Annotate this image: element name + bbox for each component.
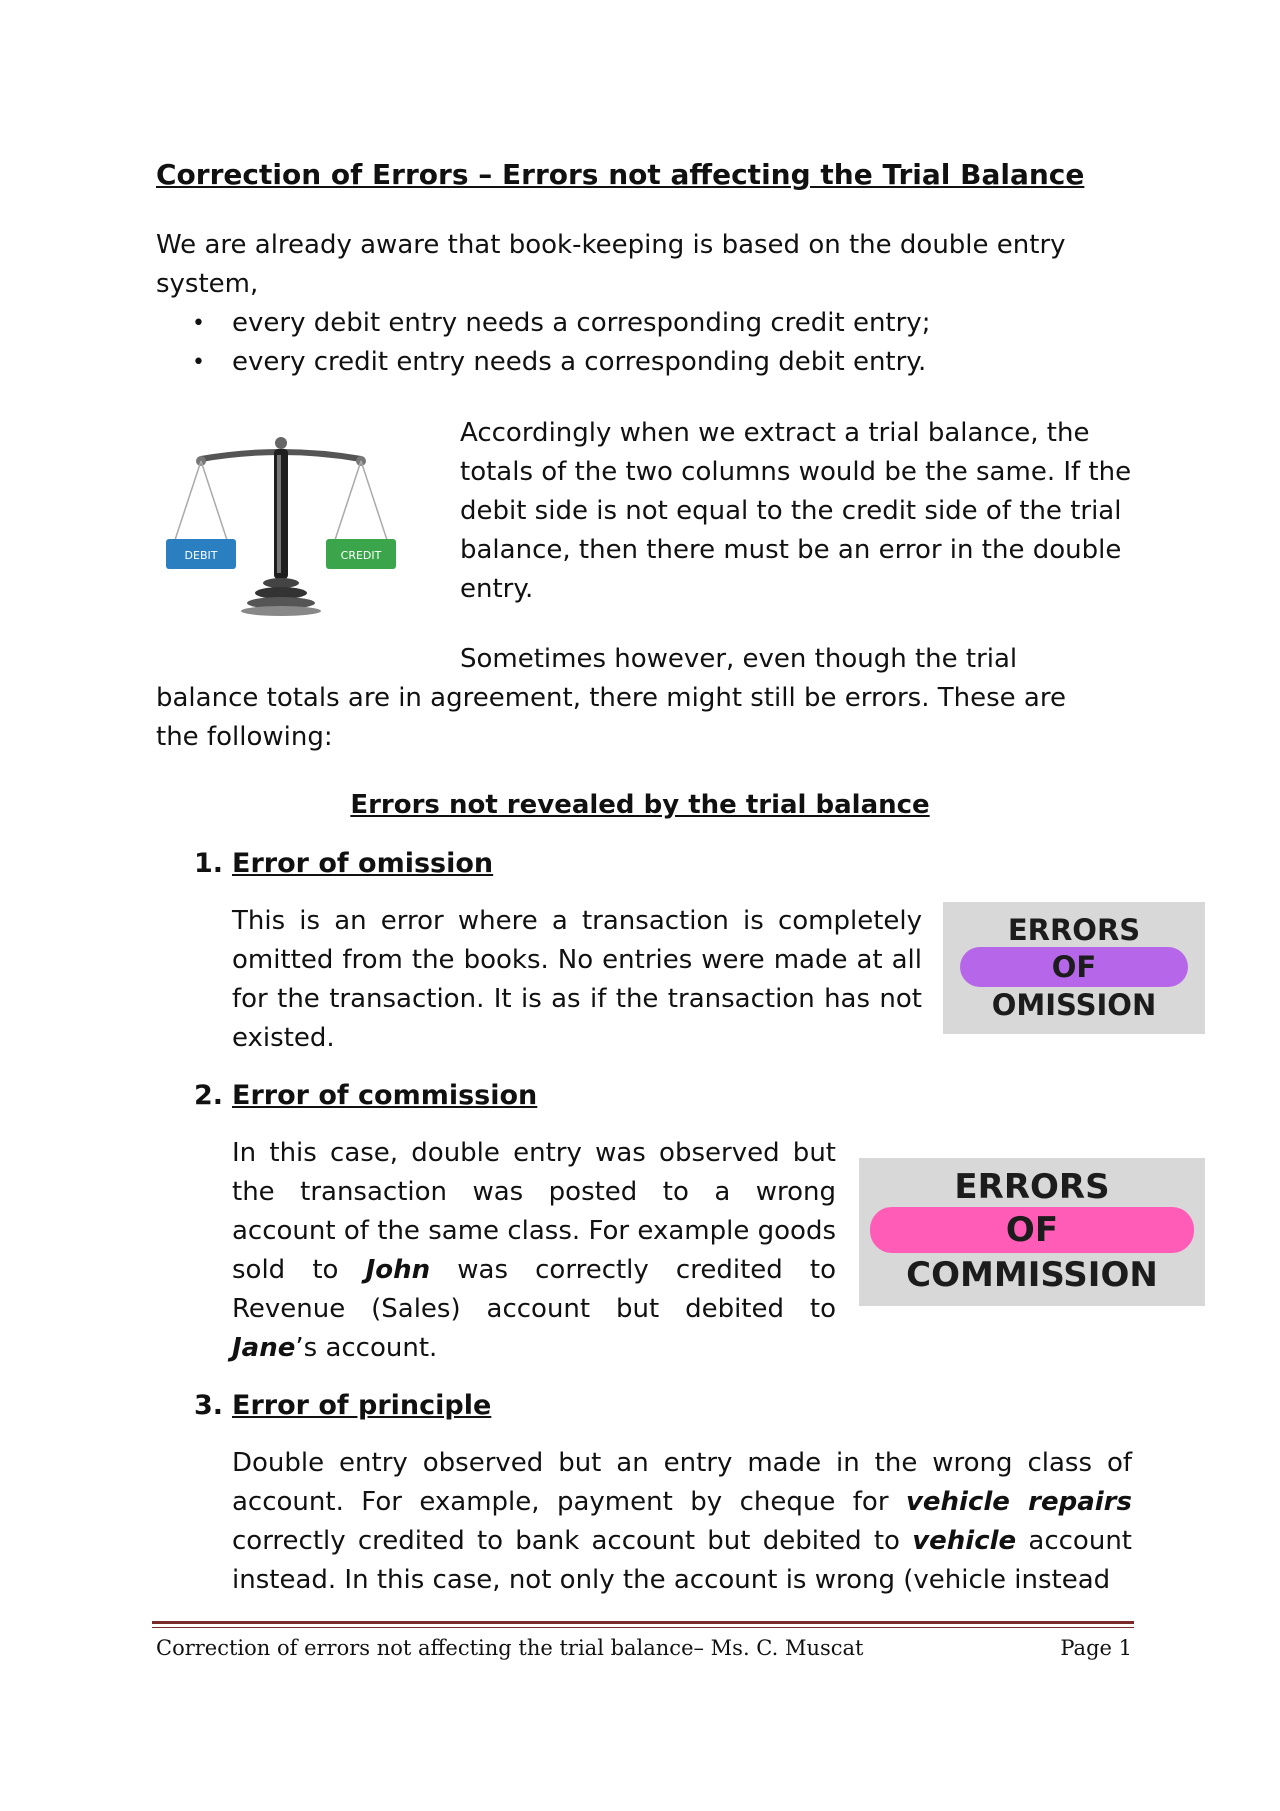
item-heading-label: Error of principle [232,1390,492,1421]
omission-description: This is an error where a transaction is completely omitted from the books. No entries were made at all for the transaction. It is as if the transaction has not existed. [232,906,922,1053]
errors-of-omission-badge [943,902,1205,1034]
item-heading-omission [194,848,493,879]
item-number: 1. [194,848,224,879]
principle-description: Double entry observed but an entry made in the wrong class of account. For example, payment by cheque for vehicle repairs correctly credited to bank account but debited to vehicle account instead. In this case, not only the account is wrong (vehicle instead [232,1448,1132,1595]
page-footer [156,1636,1132,1660]
page-title: Correction of Errors – Errors not affecting the Trial Balance [156,158,1085,191]
badge-line: ERRORS [954,1167,1110,1207]
item-heading-label: Error of omission [232,848,494,879]
footer-title: Correction of errors not affecting the trial balance– Ms. C. Muscat [156,1636,864,1660]
credit-label: CREDIT [340,549,382,562]
list-item: • every credit entry needs a corresponding debit entry. [180,343,1110,382]
page-number: Page 1 [1060,1636,1132,1660]
badge-line: COMMISSION [906,1255,1158,1295]
footer-rule-thin [152,1627,1134,1628]
badge-pill: OF [870,1207,1194,1253]
badge-line: OMISSION [991,988,1157,1022]
section-heading: Errors not revealed by the trial balance [350,790,930,820]
item-number: 3. [194,1390,224,1421]
emphasis-vehicle-repairs: vehicle repairs [905,1487,1132,1517]
errors-of-commission-badge [859,1158,1205,1306]
name-john: John [365,1255,431,1285]
balance-scale-icon [156,425,416,620]
commission-description: In this case, double entry was observed but the transaction was posted to a wrong account of the same class. For example goods sold to John was correctly credited to Revenue (Sales) account but debited to Jane’s account. [232,1138,836,1363]
item-number: 2. [194,1080,224,1111]
bullet-list [180,304,1110,382]
intro-paragraph: We are already aware that book-keeping is based on the double entry system, [156,230,1066,299]
debit-label: DEBIT [184,549,218,562]
list-item: • every debit entry needs a corresponding credit entry; [180,304,1110,343]
accordingly-paragraph: Accordingly when we extract a trial balance, the totals of the two columns would be the same. If the debit side is not equal to the credit side of the trial balance, then there must be an error in the double entry. [460,418,1132,604]
badge-line: ERRORS [1007,913,1141,947]
name-jane: Jane [232,1333,296,1363]
item-heading-commission [194,1080,537,1111]
emphasis-vehicle: vehicle [912,1526,1017,1556]
sometimes-paragraph [156,640,1116,757]
badge-pill: OF [960,947,1188,987]
sometimes-text: Sometimes however, even though the trial balance totals are in agreement, there might still be errors. These are the following: [156,644,1066,752]
item-heading-principle [194,1390,491,1421]
footer-rule [152,1621,1134,1624]
item-heading-label: Error of commission [232,1080,538,1111]
